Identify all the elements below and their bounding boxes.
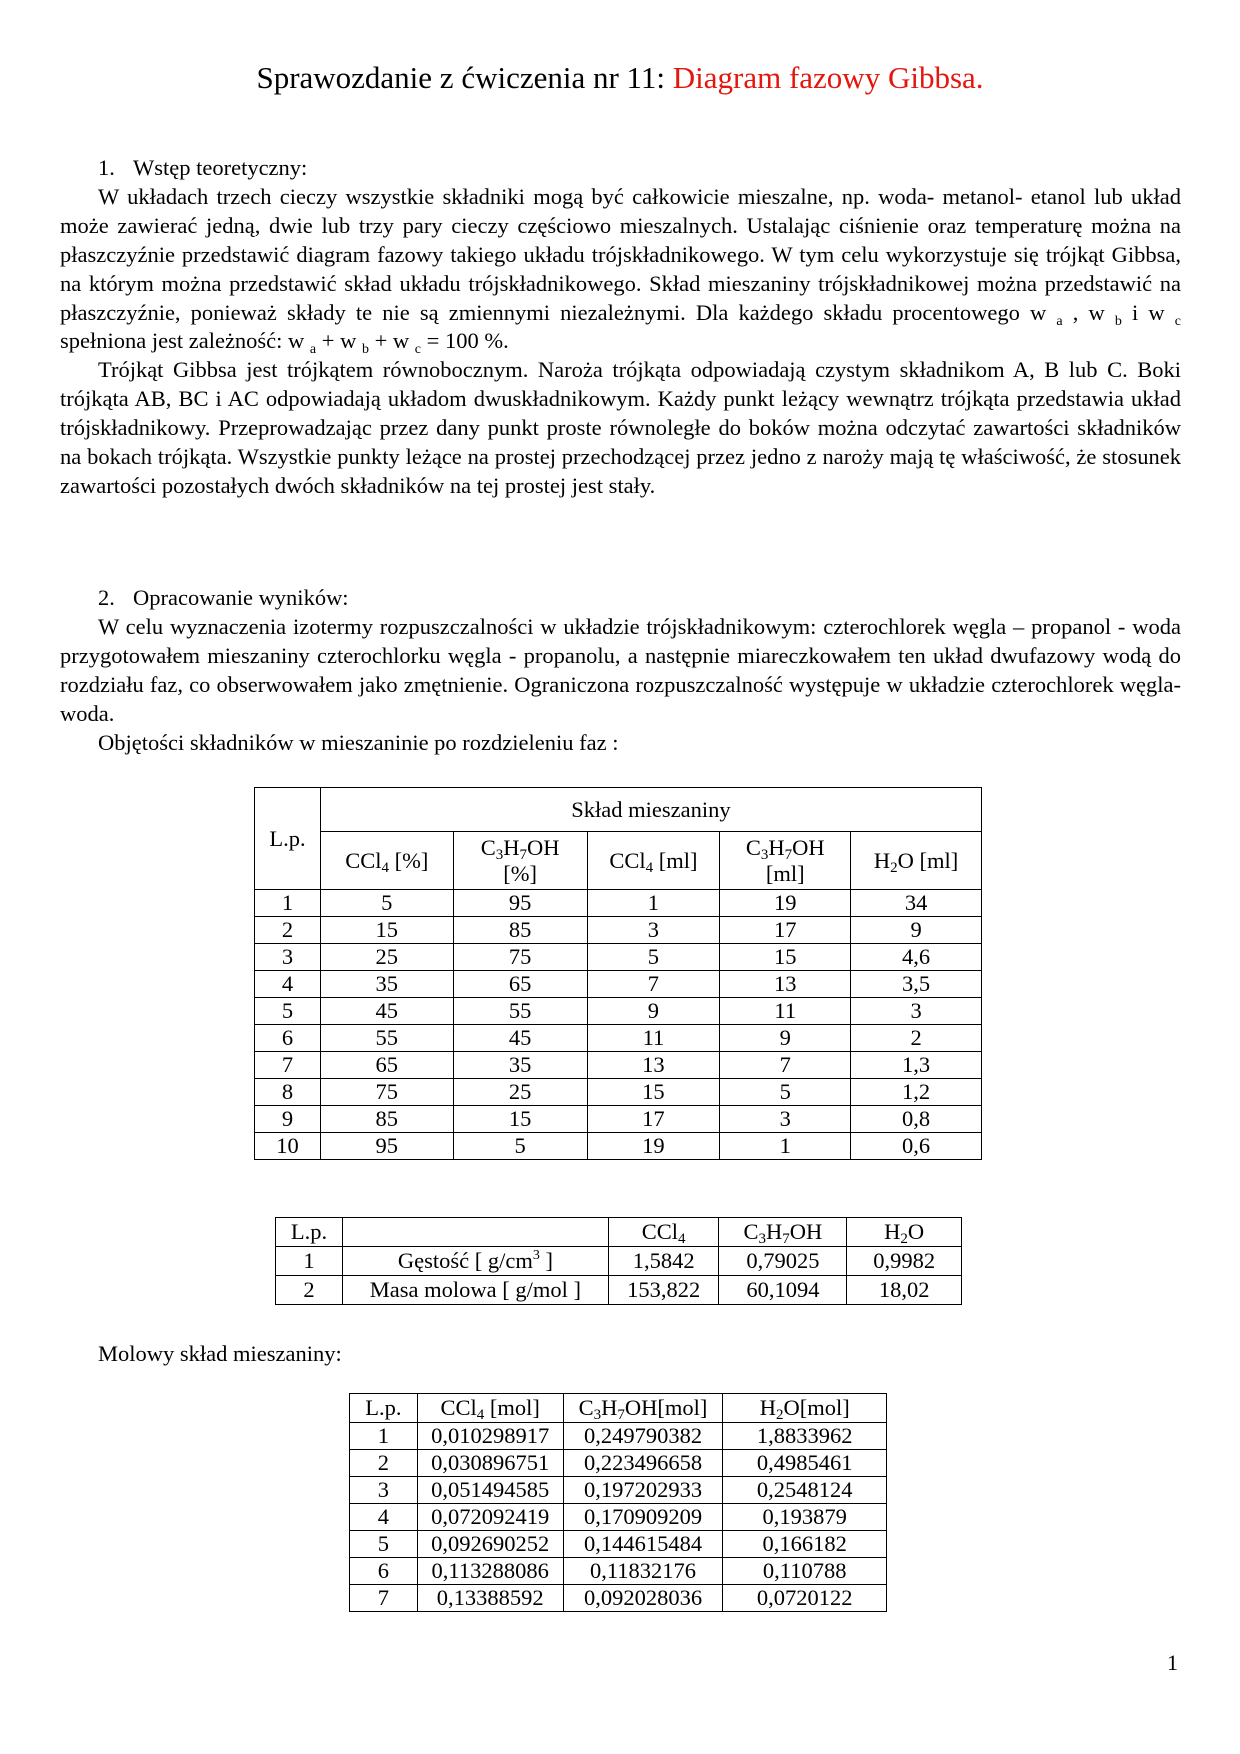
properties-cell: Masa molowa [ g/mol ] [342,1276,608,1305]
table-cell: 3 [720,1106,851,1133]
table-cell: 95 [320,1133,453,1160]
table-cell: 15 [720,944,851,971]
table-cell: 19 [720,890,851,917]
table-cell: 0,144615484 [563,1531,723,1558]
table-cell: 35 [320,971,453,998]
table-cell: 17 [587,1106,720,1133]
properties-label-header [342,1218,608,1247]
table-cell: 2 [350,1450,418,1477]
table-cell: 5 [720,1079,851,1106]
table-cell: 3,5 [851,971,982,998]
table-cell: 0,166182 [723,1531,887,1558]
table-cell: 11 [720,998,851,1025]
properties-cell: 60,1094 [719,1276,847,1305]
document-title [0,58,1240,98]
properties-cell: 2 [276,1276,343,1305]
table-cell: 0,092690252 [417,1531,563,1558]
section-1-paragraph-1-text-b: spełniona jest zależność: w [60,328,305,354]
table-cell: 45 [453,1025,587,1052]
table-cell: 4,6 [851,944,982,971]
table-cell: 0,13388592 [417,1585,563,1612]
properties-table-header [276,1218,962,1247]
section-2-paragraph-2: Objętości składników w mieszaninie po rozdzieleniu faz : [98,729,619,755]
table-cell: 0,0720122 [723,1585,887,1612]
page-number: 1 [1167,1650,1178,1675]
table-cell: 34 [851,890,982,917]
table-cell: 1 [255,890,321,917]
table-cell: 1 [350,1423,418,1450]
table-cell: 4 [255,971,321,998]
table-cell: 0,11832176 [563,1558,723,1585]
table-cell: 9 [255,1106,321,1133]
table-cell: 0,6 [851,1133,982,1160]
table-cell: 1,2 [851,1079,982,1106]
volume-table-header-row-1 [255,788,982,832]
table-cell: 35 [453,1052,587,1079]
section-2-number: 2. [98,585,115,610]
table-cell: 1,3 [851,1052,982,1079]
properties-ccl4-header: CCl$_4$ [608,1218,719,1247]
properties-cell: Gęstość [ $g/cm^3$ ] [342,1247,608,1276]
table-cell: 0,030896751 [417,1450,563,1477]
table-cell: 11 [587,1025,720,1052]
title-highlight: Diagram fazowy Gibbsa. [672,60,984,95]
volume-table-row [255,1079,982,1106]
table-cell: 7 [255,1052,321,1079]
table-cell: 85 [320,1106,453,1133]
table-cell: 55 [320,1025,453,1052]
section-2-heading [60,584,1181,613]
table-cell: 45 [320,998,453,1025]
table-cell: 2 [851,1025,982,1052]
volume-table [254,787,982,1160]
molar-table-header [350,1394,887,1423]
properties-row-molar-mass [276,1276,962,1305]
properties-cell: 18,02 [847,1276,962,1305]
table-cell: 0,2548124 [723,1477,887,1504]
molar-table-row [350,1531,887,1558]
table-cell: 85 [453,917,587,944]
molar-table-row [350,1585,887,1612]
table-cell: 0,4985461 [723,1450,887,1477]
section-2-paragraph-1: W celu wyznaczenia izotermy rozpuszczalności w układzie trójskładnikowym: czterochlorek węgla – propanol - woda przygotowałem mieszaniny czterochlorku węgla - propanolu, a następnie miareczkowałem ten układ dwufazowy wodą do rozdziału faz, co obserwowałem jako zmętnienie. Ograniczona rozpuszczalność występuje w układzie czterochlorek węgla- woda. [60,613,1181,726]
header-h2o-ml: $H_2O$ [ml] [851,832,982,890]
table-cell: 9 [587,998,720,1025]
table-cell: 3 [587,917,720,944]
table-cell: 9 [851,917,982,944]
table-cell: 19 [587,1133,720,1160]
table-cell: 0,223496658 [563,1450,723,1477]
table-cell: 5 [453,1133,587,1160]
table-cell: 3 [350,1477,418,1504]
properties-table [275,1217,962,1305]
volume-table-row [255,917,982,944]
table-cell: 25 [453,1079,587,1106]
volume-table-row [255,998,982,1025]
table-cell: 0,113288086 [417,1558,563,1585]
volume-table-row [255,1106,982,1133]
section-1-paragraph-1-text-a: W układach trzech cieczy wszystkie składniki mogą być całkowicie mieszalne, np. woda- metanol- etanol lub układ może zawierać jedną, dwie lub trzy pary cieczy częściowo mieszalnych. Ustalając ciśnienie oraz temperaturę można na płaszczyźnie przedstawić diagram fazowy takiego układu trójskładnikowego. W tym celu wykorzystuje się trójkąt Gibbsa, na którym można przedstawić skład układu trójskładnikowego. Skład mieszaniny trójskładnikowej można przedstawić na płaszczyźnie, ponieważ składy te nie są zmiennymi niezależnymi. Dla każdego składu procentowego w [60,183,1181,325]
properties-lp-header: L.p. [276,1218,343,1247]
volume-table-row [255,971,982,998]
volume-table-row [255,944,982,971]
table-cell: 0,170909209 [563,1504,723,1531]
table-cell: 7 [350,1585,418,1612]
volume-table-group-header: Skład mieszaniny [320,788,981,832]
table-cell: 55 [453,998,587,1025]
table-cell: 3 [255,944,321,971]
table-cell: 25 [320,944,453,971]
molar-table-row [350,1450,887,1477]
volume-table-row [255,1133,982,1160]
properties-cell: 1,5842 [608,1247,719,1276]
table-cell: 7 [587,971,720,998]
section-1-number: 1. [98,155,115,180]
volume-table-row [255,1025,982,1052]
table-cell: 0,249790382 [563,1423,723,1450]
table-cell: 75 [320,1079,453,1106]
molar-c3h7oh-header: $C_3H_7OH[mol]$ [563,1394,723,1423]
table-cell: 3 [851,998,982,1025]
molar-table-row [350,1504,887,1531]
molar-table-row [350,1423,887,1450]
table-cell: 5 [255,998,321,1025]
molar-ccl4-header: CCl$_4$ [mol] [417,1394,563,1423]
table-cell: 0,110788 [723,1558,887,1585]
molar-table-row [350,1558,887,1585]
volume-table-row [255,890,982,917]
table-cell: 6 [350,1558,418,1585]
table-cell: 4 [350,1504,418,1531]
section-1-paragraph-2: Trójkąt Gibbsa jest trójkątem równobocznym. Naroża trójkąta odpowiadają czystym składnikom A, B lub C. Boki trójkąta AB, BC i AC odpowiadają układom dwuskładnikowym. Każdy punkt leżący wewnątrz trójkąta przedstawia układ trójskładnikowy. Przeprowadzając przez dany punkt proste równoległe do boków można odczytać zawartości składników na bokach trójkąta. Wszystkie punkty leżące na prostej przechodzącej przez jedno z naroży mają tę właściwość, że stosunek zawartości pozostałych dwóch składników na tej prostej jest stały. [60,357,1181,498]
table-cell: 5 [587,944,720,971]
table-cell: 65 [453,971,587,998]
table-cell: 8 [255,1079,321,1106]
molar-table [349,1393,887,1612]
molar-lp-header: L.p. [350,1394,418,1423]
table-cell: 0,193879 [723,1504,887,1531]
header-ccl4-pct: CCl$_4$ [%] [320,832,453,890]
section-2-title: Opracowanie wyników: [133,585,349,610]
properties-row-density [276,1247,962,1276]
volume-table-row [255,1052,982,1079]
volume-table-body [255,890,982,1160]
volume-table-header-row-2 [255,832,982,890]
table-cell: 10 [255,1133,321,1160]
table-cell: 5 [320,890,453,917]
table-cell: 5 [350,1531,418,1558]
table-cell: 0,072092419 [417,1504,563,1531]
section-1 [60,154,1181,501]
properties-h2o-header: $H_2O$ [847,1218,962,1247]
table-cell: 0,8 [851,1106,982,1133]
table-cell: 65 [320,1052,453,1079]
properties-cell: 0,9982 [847,1247,962,1276]
section-2 [60,584,1181,757]
table-cell: 15 [587,1079,720,1106]
molar-table-body [350,1423,887,1612]
properties-cell: 0,79025 [719,1247,847,1276]
table-cell: 95 [453,890,587,917]
title-main: Sprawozdanie z ćwiczenia nr 11: [256,60,673,95]
properties-cell: 153,822 [608,1276,719,1305]
molar-label-block [60,1340,1181,1369]
table-cell: 0,092028036 [563,1585,723,1612]
header-ccl4-ml: CCl$_4$ [ml] [587,832,720,890]
table-cell: 9 [720,1025,851,1052]
table-cell: 13 [587,1052,720,1079]
table-cell: 1,8833962 [723,1423,887,1450]
properties-c3h7oh-header: $C_3H_7OH$ [719,1218,847,1247]
volume-table-lp-header: L.p. [255,788,321,890]
section-1-paragraph-1-text-c: = 100 %. [426,328,509,354]
table-cell: 1 [720,1133,851,1160]
table-cell: 2 [255,917,321,944]
table-cell: 6 [255,1025,321,1052]
molar-table-row [350,1477,887,1504]
table-cell: 17 [720,917,851,944]
table-cell: 0,197202933 [563,1477,723,1504]
section-1-paragraph-1: W układach trzech cieczy wszystkie składniki mogą być całkowicie mieszalne, np. woda- metanol- etanol lub układ może zawierać jedną, dwie lub trzy pary cieczy częściowo mieszalnych. Ustalając ciśnienie oraz temperaturę można na płaszczyźnie przedstawić diagram fazowy takiego układu trójskładnikowego. W tym celu wykorzystuje się trójkąt Gibbsa, na którym można przedstawić skład układu trójskładnikowego. Skład mieszaniny trójskładnikowej można przedstawić na płaszczyźnie, ponieważ składy te nie są zmiennymi niezależnymi. Dla każdego składu procentowego w $_a$ , w $_b$ i w $_c$ spełniona jest zależność: w $_a$ + w $_b$ + w $_c$ = 100 %. [60,183,1182,358]
table-cell: 0,051494585 [417,1477,563,1504]
section-1-heading [60,154,1181,183]
section-1-title: Wstęp teoretyczny: [133,155,308,180]
molar-h2o-header: $H_2O[mol]$ [723,1394,887,1423]
table-cell: 0,010298917 [417,1423,563,1450]
molar-label: Molowy skład mieszaniny: [98,1341,342,1366]
table-cell: 7 [720,1052,851,1079]
table-cell: 75 [453,944,587,971]
table-cell: 13 [720,971,851,998]
table-cell: 15 [320,917,453,944]
table-cell: 1 [587,890,720,917]
properties-cell: 1 [276,1247,343,1276]
table-cell: 15 [453,1106,587,1133]
header-c3h7oh-ml: $C_3H_7OH$ [ml] [720,832,851,890]
header-c3h7oh-pct: $C_3H_7OH$ [%] [453,832,587,890]
